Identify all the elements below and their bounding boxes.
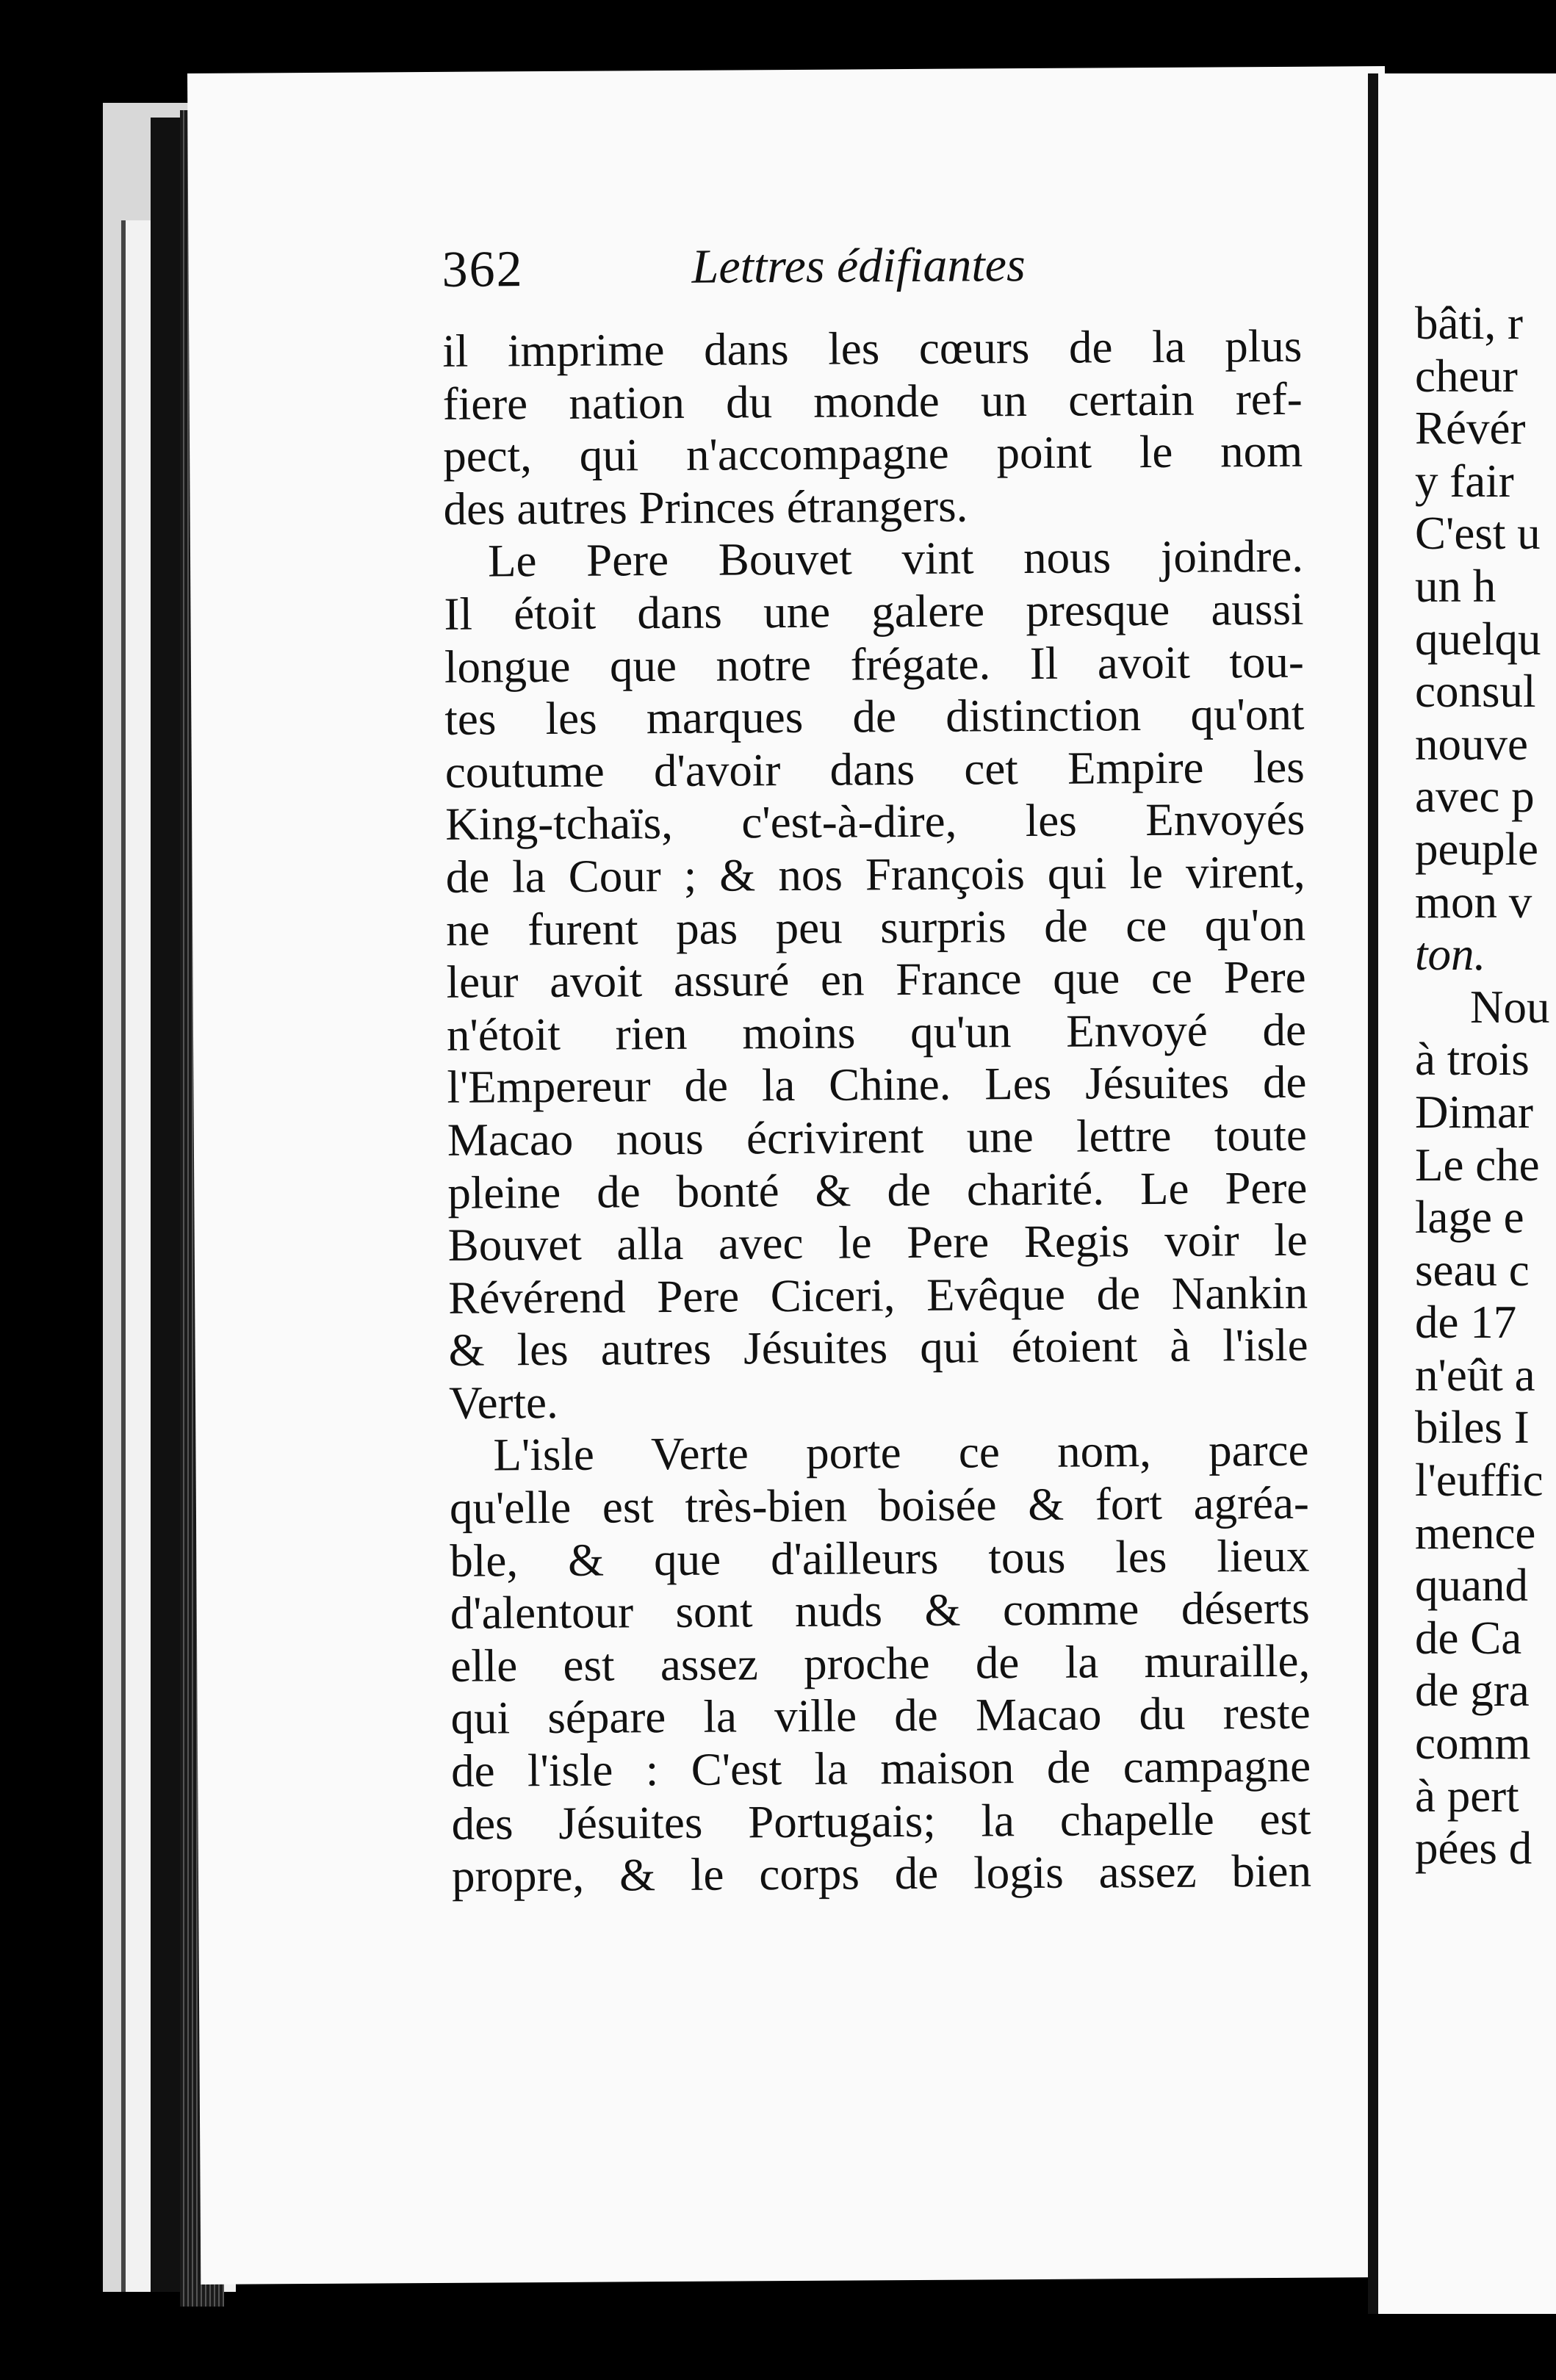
text-line: de la Cour ; & nos François qui le virent, [445,845,1305,903]
text-line: Il étoit dans une galere presque aussi [444,583,1304,640]
text-line: qui sépare la ville de Macao du reste [450,1687,1311,1745]
text-line: Dimar [1415,1086,1533,1138]
text-line: pées d [1415,1822,1532,1875]
text-line: d'alentour sont nuds & comme déserts [450,1582,1311,1640]
text-line: bâti, r [1415,298,1523,349]
text-line: un h [1415,560,1496,612]
page-number: 362 [442,241,524,298]
text-line: elle est assez proche de la muraille, [450,1634,1311,1692]
text-line: fiere nation du monde un certain ref- [442,372,1303,430]
text-line: & les autres Jésuites qui étoient à l'isle [448,1319,1308,1377]
text-line: Verte. [448,1376,558,1429]
text-line: ne furent pas peu surpris de ce qu'on [445,898,1306,956]
text-line: de l'isle : C'est la maison de campagne [450,1739,1311,1797]
text-line: leur avoit assuré en France que ce Pere [446,951,1306,1008]
text-line: lage e [1415,1191,1524,1244]
text-line: Le Pere Bouvet vint nous joindre. [487,530,1304,587]
text-line: pect, qui n'accompagne point le nom [442,425,1303,483]
left-page [187,66,1398,2285]
text-line: l'Empereur de la Chine. Les Jésuites de [447,1056,1307,1114]
running-title: Lettres édifiantes [691,238,1026,294]
text-line: ton. [1415,928,1486,981]
text-line: propre, & le corps de logis assez bien [451,1844,1312,1903]
text-line: l'euffic [1415,1454,1544,1507]
text-line: quand [1415,1559,1528,1612]
text-line: Révérend Pere Ciceri, Evêque de Nankin [447,1266,1308,1324]
text-line: Macao nous écrivirent une lettre toute [447,1108,1308,1166]
text-line: à pert [1415,1770,1519,1822]
text-line: Révér [1415,403,1526,455]
text-line: Le che [1415,1139,1540,1191]
text-line: à trois [1415,1034,1530,1086]
text-line: de Ca [1415,1612,1522,1664]
text-line: il imprime dans les cœurs de la plus [442,320,1303,377]
right-page [1368,73,1556,2314]
text-line: de 17 [1415,1297,1517,1349]
text-line: comm [1415,1717,1531,1770]
text-line: cheur [1415,350,1518,402]
text-line: seau c [1415,1244,1530,1296]
text-line: King-tchaïs, c'est-à-dire, les Envoyés [445,793,1305,851]
text-line: biles I [1415,1402,1530,1454]
text-line: pleine de bonté & de charité. Le Pere [447,1161,1308,1219]
text-line: Bouvet alla avec le Pere Regis voir le [447,1214,1308,1271]
text-line: Nou [1470,981,1550,1033]
text-line: tes les marques de distinction qu'ont [444,688,1305,746]
text-line: des Jésuites Portugais; la chapelle est [451,1792,1311,1850]
page-header [442,236,1250,322]
text-line: n'étoit rien moins qu'un Envoyé de [446,1003,1307,1061]
text-line: mon v [1415,876,1532,928]
text-line: longue que notre frégate. Il avoit tou- [444,635,1305,693]
text-line: consul [1415,666,1536,718]
text-line: peuple [1415,823,1538,875]
text-line: y fair [1415,455,1514,507]
text-line: des autres Princes étrangers. [443,480,968,535]
right-page-text [1415,298,1550,1875]
text-line: mence [1415,1507,1536,1559]
text-line: quelqu [1415,613,1541,665]
text-line: L'isle Verte porte ce nom, parce [493,1424,1309,1481]
text-line: n'eût a [1415,1349,1535,1401]
text-line: ble, & que d'ailleurs tous les lieux [450,1529,1310,1587]
text-line: nouve [1415,718,1528,770]
text-line: C'est u [1415,508,1541,560]
text-line: coutume d'avoir dans cet Empire les [444,740,1305,798]
text-line: avec p [1415,771,1535,823]
text-line: qu'elle est très-bien boisée & fort agréa- [449,1476,1310,1534]
text-line: de gra [1415,1665,1530,1717]
body-text [442,320,1311,1903]
